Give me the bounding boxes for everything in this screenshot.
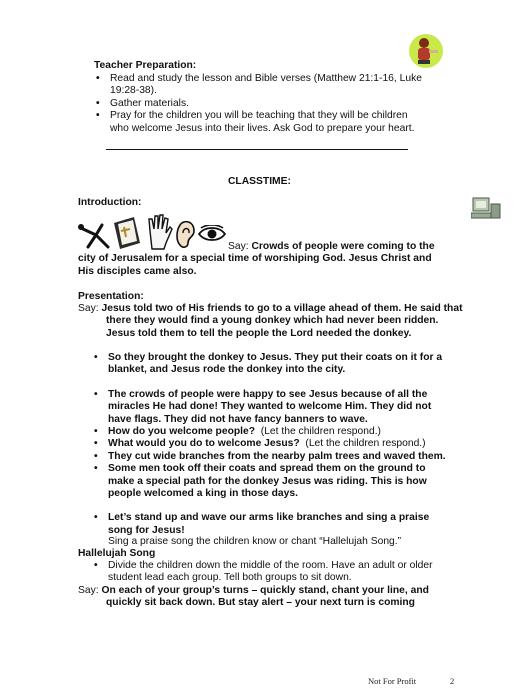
closing-paragraph <box>78 585 464 610</box>
introduction-heading: Introduction: <box>78 197 142 208</box>
list-item: • Read and study the lesson and Bible verses (Matthew 21:1-16, Luke 19:28-38). <box>94 73 424 98</box>
presentation-lead-text: Jesus told two of His friends to go to a village ahead of them. He said that there they would find a young donkey which had never been ridden. Jesus told them to tell the people the Lord needed the donkey. <box>101 303 463 339</box>
presentation-list <box>92 352 454 537</box>
list-item: • Let’s stand up and wave our arms like branches and sing a praise song for Jesus! <box>92 512 436 537</box>
divider <box>106 149 408 150</box>
closing-text: On each of your group’s turns – quickly stand, chant your line, and quickly sit back down. But stay alert – your next turn is coming <box>101 585 429 609</box>
teacher-prep-heading: Teacher Preparation: <box>94 60 197 71</box>
list-item: • Divide the children down the middle of the room. Have an adult or older student lead each group. Tell both groups to sit down. <box>92 560 444 585</box>
presentation-lead <box>78 303 464 340</box>
computer-icon <box>471 196 501 222</box>
teacher-figure-icon <box>408 33 444 69</box>
list-item: • Some men took off their coats and spread them on the ground to make a special path for the donkey Jesus was riding. This is how people welcomed a king in those days. <box>92 463 454 500</box>
sing-note: Sing a praise song the children know or chant “Hallelujah Song.” <box>108 536 402 547</box>
page-number: 2 <box>450 676 455 686</box>
list-item: • Gather materials. <box>94 98 424 110</box>
say-label: Say: <box>78 585 99 596</box>
footer-text: Not For Profit <box>368 676 417 686</box>
say-label: Say: <box>78 303 99 314</box>
introduction-text: Crowds of people were coming to the city of Jerusalem for a special time of worshiping God. Jesus Christ and His disciples came also. <box>78 241 435 277</box>
list-item: • They cut wide branches from the nearby palm trees and waved them. <box>92 451 454 463</box>
list-item: • The crowds of people were happy to see Jesus because of all the miracles He had done! They wanted to welcome Him. They did not have flags. They did not have fancy banners to wave. <box>92 389 454 426</box>
list-item: • What would you do to welcome Jesus? (Let the children respond.) <box>92 438 454 450</box>
say-label: Say: <box>228 241 249 252</box>
list-item: • So they brought the donkey to Jesus. They put their coats on it for a blanket, and Jesus rode the donkey into the city. <box>92 352 454 377</box>
introduction-paragraph <box>78 241 438 278</box>
hallelujah-list <box>92 560 444 585</box>
list-item: • How do you welcome people? (Let the children respond.) <box>92 426 454 438</box>
hallelujah-heading: Hallelujah Song <box>78 548 156 559</box>
presentation-heading: Presentation: <box>78 291 144 302</box>
list-item: • Pray for the children you will be teaching that they will be children who welcome Jesus into their lives. Ask God to prepare your heart. <box>94 110 424 135</box>
classtime-heading: CLASSTIME: <box>228 176 291 187</box>
teacher-prep-list <box>94 73 424 135</box>
